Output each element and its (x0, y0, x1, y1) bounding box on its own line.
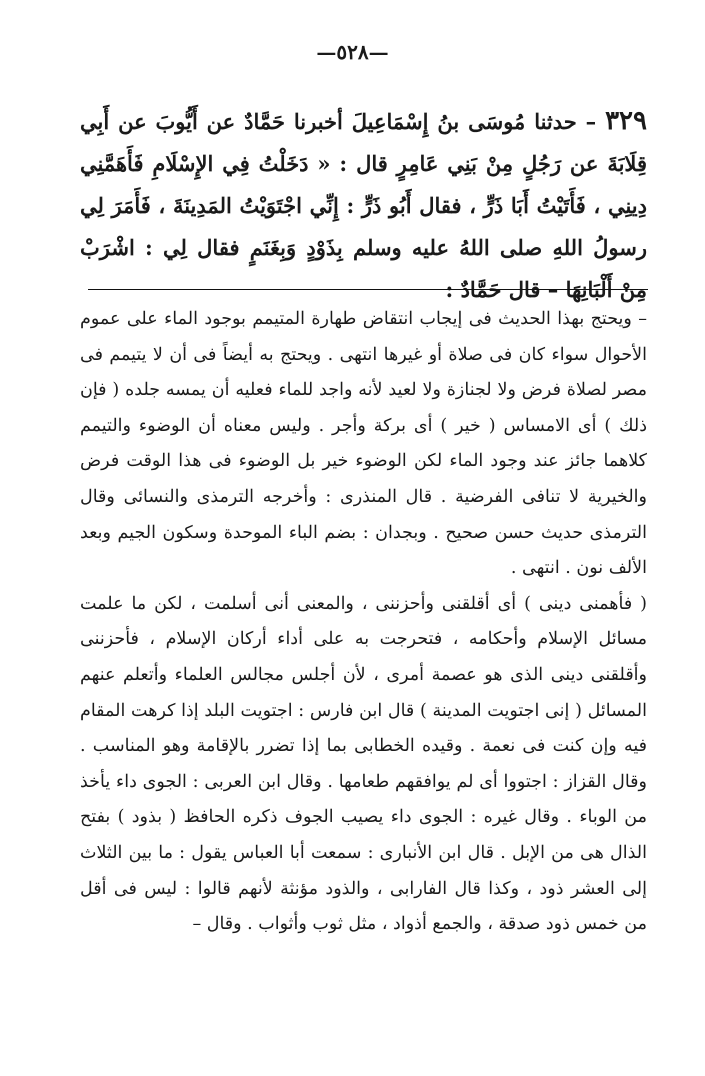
commentary-paragraph-1: – ويحتج بهذا الحديث فى إيجاب انتقاض طهارة المتيمم بوجود الماء على عموم الأحوال سواء كان فى صلاة أو غيرها انتهى . ويحتج به أيضاً فى أن لا يتيمم فى مصر لصلاة فرض ولا لجنازة ولا لعيد لأنه واجد للماء فعليه أن يمسه جلده ( فإن ذلك ) أى الامساس ( خير ) أى بركة وأجر . وليس معناه أن الوضوء والتيمم كلاهما جائز عند وجود الماء لكن الوضوء خير بل الوضوء فى هذا الوقت فرض والخيرية لا تنافى الفرضية . قال المنذرى : وأخرجه الترمذى والنسائى وقال الترمذى حديث حسن صحيح . وبجدان : بضم الباء الموحدة وسكون الجيم وبعد الألف نون . انتهى . (80, 309, 647, 579)
commentary-block (80, 302, 647, 943)
footnote-divider (88, 289, 648, 290)
hadith-number: ٣٢٩ (605, 106, 647, 136)
page-number: —٥٢٨— (316, 40, 389, 64)
commentary-paragraph-2: ( فأهمنى دينى ) أى أقلقنى وأحزننى ، والمعنى أنى أسلمت ، لكن ما علمت مسائل الإسلام وأحكامه ، فتحرجت به على أداء أركان الإسلام ، فأحزننى وأقلقنى دينى الذى هو عصمة أمرى ، لأن أجلس مجالس العلماء وأتعلم عنهم المسائل ( إنى اجتويت المدينة ) قال ابن فارس : اجتويت البلد إذا كرهت المقام فيه وإن كنت فى نعمة . وقيده الخطابى بما إذا تضرر بالإقامة وهو المناسب . وقال القزاز : اجتووا أى لم يوافقهم طعامها . وقال ابن العربى : الجوى داء يأخذ من الوباء . وقال غيره : الجوى داء يصيب الجوف ذكره الحافظ ( بذود ) بفتح الذال هى من الإبل . قال ابن الأنبارى : سمعت أبا العباس يقول : ما بين الثلاث إلى العشر ذود ، وكذا قال الفارابى ، والذود مؤنثة لأنهم قالوا : ليس فى أقل من خمس ذود صدقة ، والجمع أذواد ، مثل ثوب وأثواب . وقال – (80, 593, 647, 935)
hadith-text: – حدثنا مُوسَى بنُ إِسْمَاعِيلَ أخبرنا حَمَّادٌ عن أَيُّوبَ عن أَبِي قِلَابَةَ عن رَجُلٍ مِنْ بَنِي عَامِرٍ قال : « دَخَلْتُ فِي الإِسْلَامِ فَأَهَمَّنِي دِينِي ، فَأَتَيْتُ أَبَا ذَرٍّ ، فقال أَبُو ذَرٍّ : إِنِّي اجْتَوَيْتُ المَدِينَةَ ، فَأَمَرَ لِي رسولُ اللهِ صلى اللهُ عليه وسلم بِذَوْدٍ وَبِغَنَمٍ فقال لِي : اشْرَبْ مِنْ أَلْبَانِهَا – قال حَمَّادٌ : (80, 109, 647, 302)
hadith-text-block (80, 100, 647, 311)
